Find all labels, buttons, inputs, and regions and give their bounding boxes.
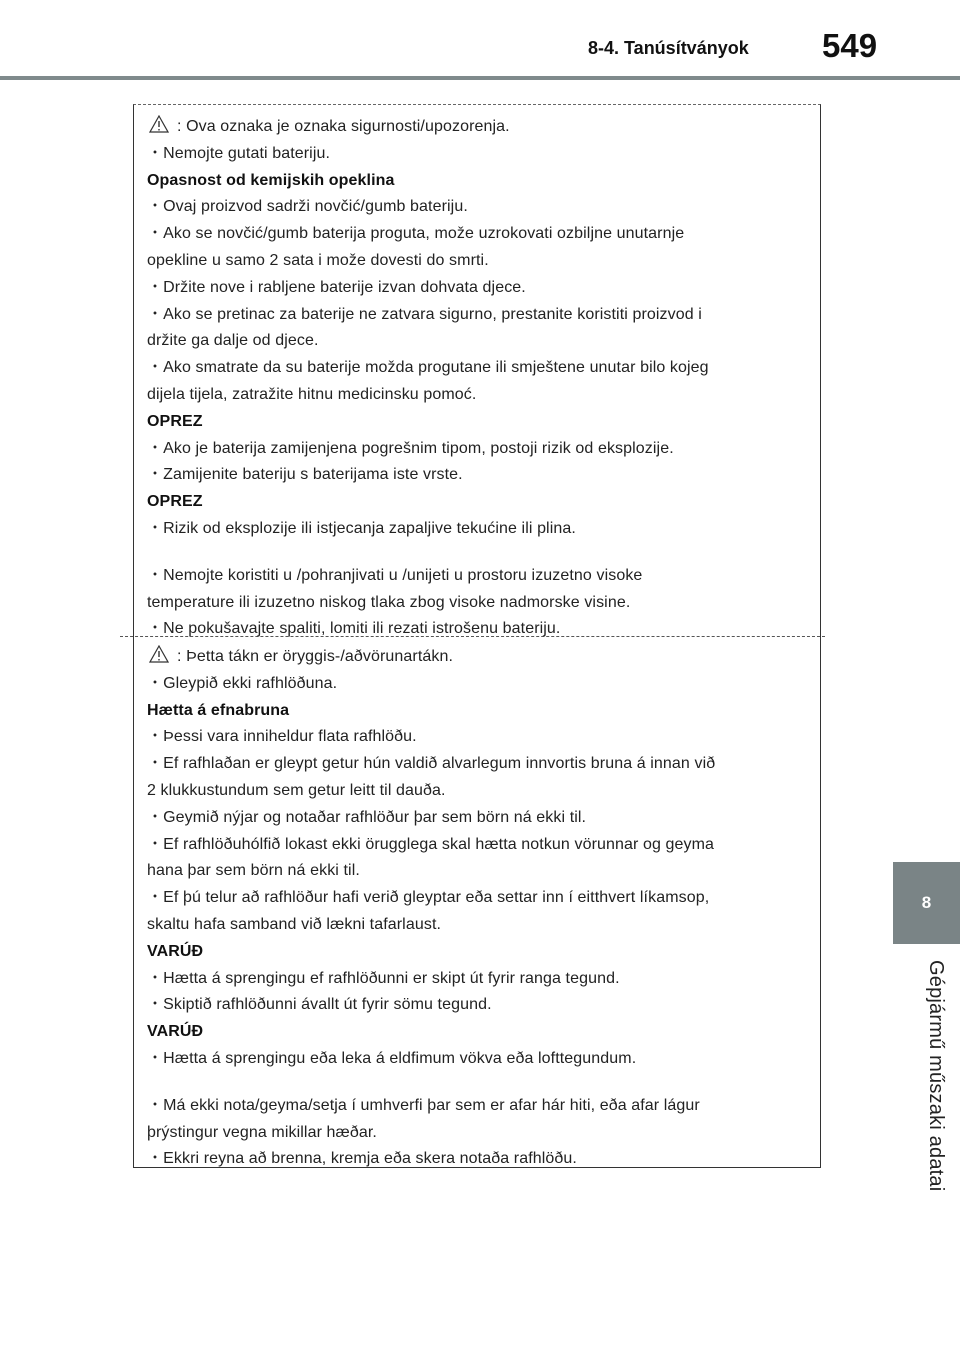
section-title: 8-4. Tanúsítványok [588,38,749,58]
warning-heading: OPREZ [147,493,203,511]
text-line: ・Geymið nýjar og notaðar rafhlöður þar sem börn ná ekki til. [147,808,587,826]
icelandic-warning-block [147,644,807,1173]
text-line: ・Držite nove i rabljene baterije izvan dohvata djece. [147,278,526,296]
chapter-label: Gépjármű műszaki adatai [925,960,947,1192]
text-line: ・Ako se pretinac za baterije ne zatvara sigurno, prestanite koristiti proizvod i [147,305,702,323]
text-line: ・Skiptið rafhlöðunni ávallt út fyrir sömu tegund. [147,996,492,1014]
header-rule [0,76,960,80]
text-line [147,114,807,141]
warning-heading: Hætta á efnabruna [147,701,290,719]
text-line: ・Þessi vara inniheldur flata rafhlöðu. [147,728,417,746]
text-line: ・Hætta á sprengingu eða leka á eldfimum vökva eða lofttegundum. [147,1049,637,1067]
warning-heading: Opasnost od kemijskih opeklina [147,171,395,189]
text-line: ・Ako smatrate da su baterije možda progutane ili smještene unutar bilo kojeg [147,359,709,377]
text-line: ・Ovaj proizvod sadrži novčić/gumb bateriju. [147,198,468,216]
text-line: opekline u samo 2 sata i može dovesti do smrti. [147,251,489,269]
chapter-tab[interactable] [893,862,960,944]
page-number: 549 [822,27,878,64]
text-line: ・Gleypið ekki rafhlöðuna. [147,674,338,692]
text-line: držite ga dalje od djece. [147,332,319,350]
blank-line [147,1073,807,1093]
text-line: ・Ekkri reyna að brenna, kremja eða skera notaða rafhlöðu. [147,1150,577,1168]
text-line [147,644,807,671]
icon-legend-text: : Þetta tákn er öryggis-/aðvörunartákn. [177,648,454,665]
blank-line [147,543,807,563]
text-line: ・Ako se novčić/gumb baterija proguta, može uzrokovati ozbiljne unutarnje [147,225,685,243]
text-line: ・Ef rafhlöðuhólfið lokast ekki örugglega skal hætta notkun vörunnar og geyma [147,835,715,853]
chapter-number: 8 [921,893,932,912]
warning-heading: OPREZ [147,412,203,430]
text-line: ・Hætta á sprengingu ef rafhlöðunni er skipt út fyrir ranga tegund. [147,969,620,987]
text-line: ・Má ekki nota/geyma/setja í umhverfi þar sem er afar hár hiti, eða afar lágur [147,1096,700,1114]
text-line: skaltu hafa samband við lækni tafarlaust. [147,915,442,933]
warning-heading: VARÚÐ [147,942,204,960]
text-line: 2 klukkustundum sem getur leitt til dauða. [147,781,446,799]
text-line: ・Ef rafhlaðan er gleypt getur hún valdið alvarlegum innvortis bruna á innan við [147,755,716,773]
text-line: ・Nemojte koristiti u /pohranjivati u /unijeti u prostoru izuzetno visoke [147,566,643,584]
text-line: hana þar sem börn ná ekki til. [147,862,360,880]
warning-triangle-icon [149,645,169,663]
text-line: ・Ne pokušavajte spaliti, lomiti ili rezati istrošenu bateriju. [147,620,561,638]
warning-heading: VARÚÐ [147,1023,204,1041]
text-line: ・Nemojte gutati bateriju. [147,144,331,162]
text-line: ・Rizik od eksplozije ili istjecanja zapaljive tekućine ili plina. [147,519,576,537]
text-line: ・Ako je baterija zamijenjena pogrešnim tipom, postoji rizik od eksplozije. [147,439,674,457]
text-line: temperature ili izuzetno niskog tlaka zbog visoke nadmorske visine. [147,593,631,611]
warning-triangle-icon [149,115,169,133]
text-line: dijela tijela, zatražite hitnu medicinsku pomoć. [147,385,477,403]
text-line: þrýstingur vegna mikillar hæðar. [147,1123,377,1141]
text-line: ・Zamijenite bateriju s baterijama iste vrste. [147,466,463,484]
icon-legend-text: : Ova oznaka je oznaka sigurnosti/upozorenja. [177,118,510,135]
croatian-warning-block [147,114,807,643]
text-line: ・Ef þú telur að rafhlöður hafi verið gleyptar eða settar inn í eitthvert líkamsop, [147,889,710,907]
